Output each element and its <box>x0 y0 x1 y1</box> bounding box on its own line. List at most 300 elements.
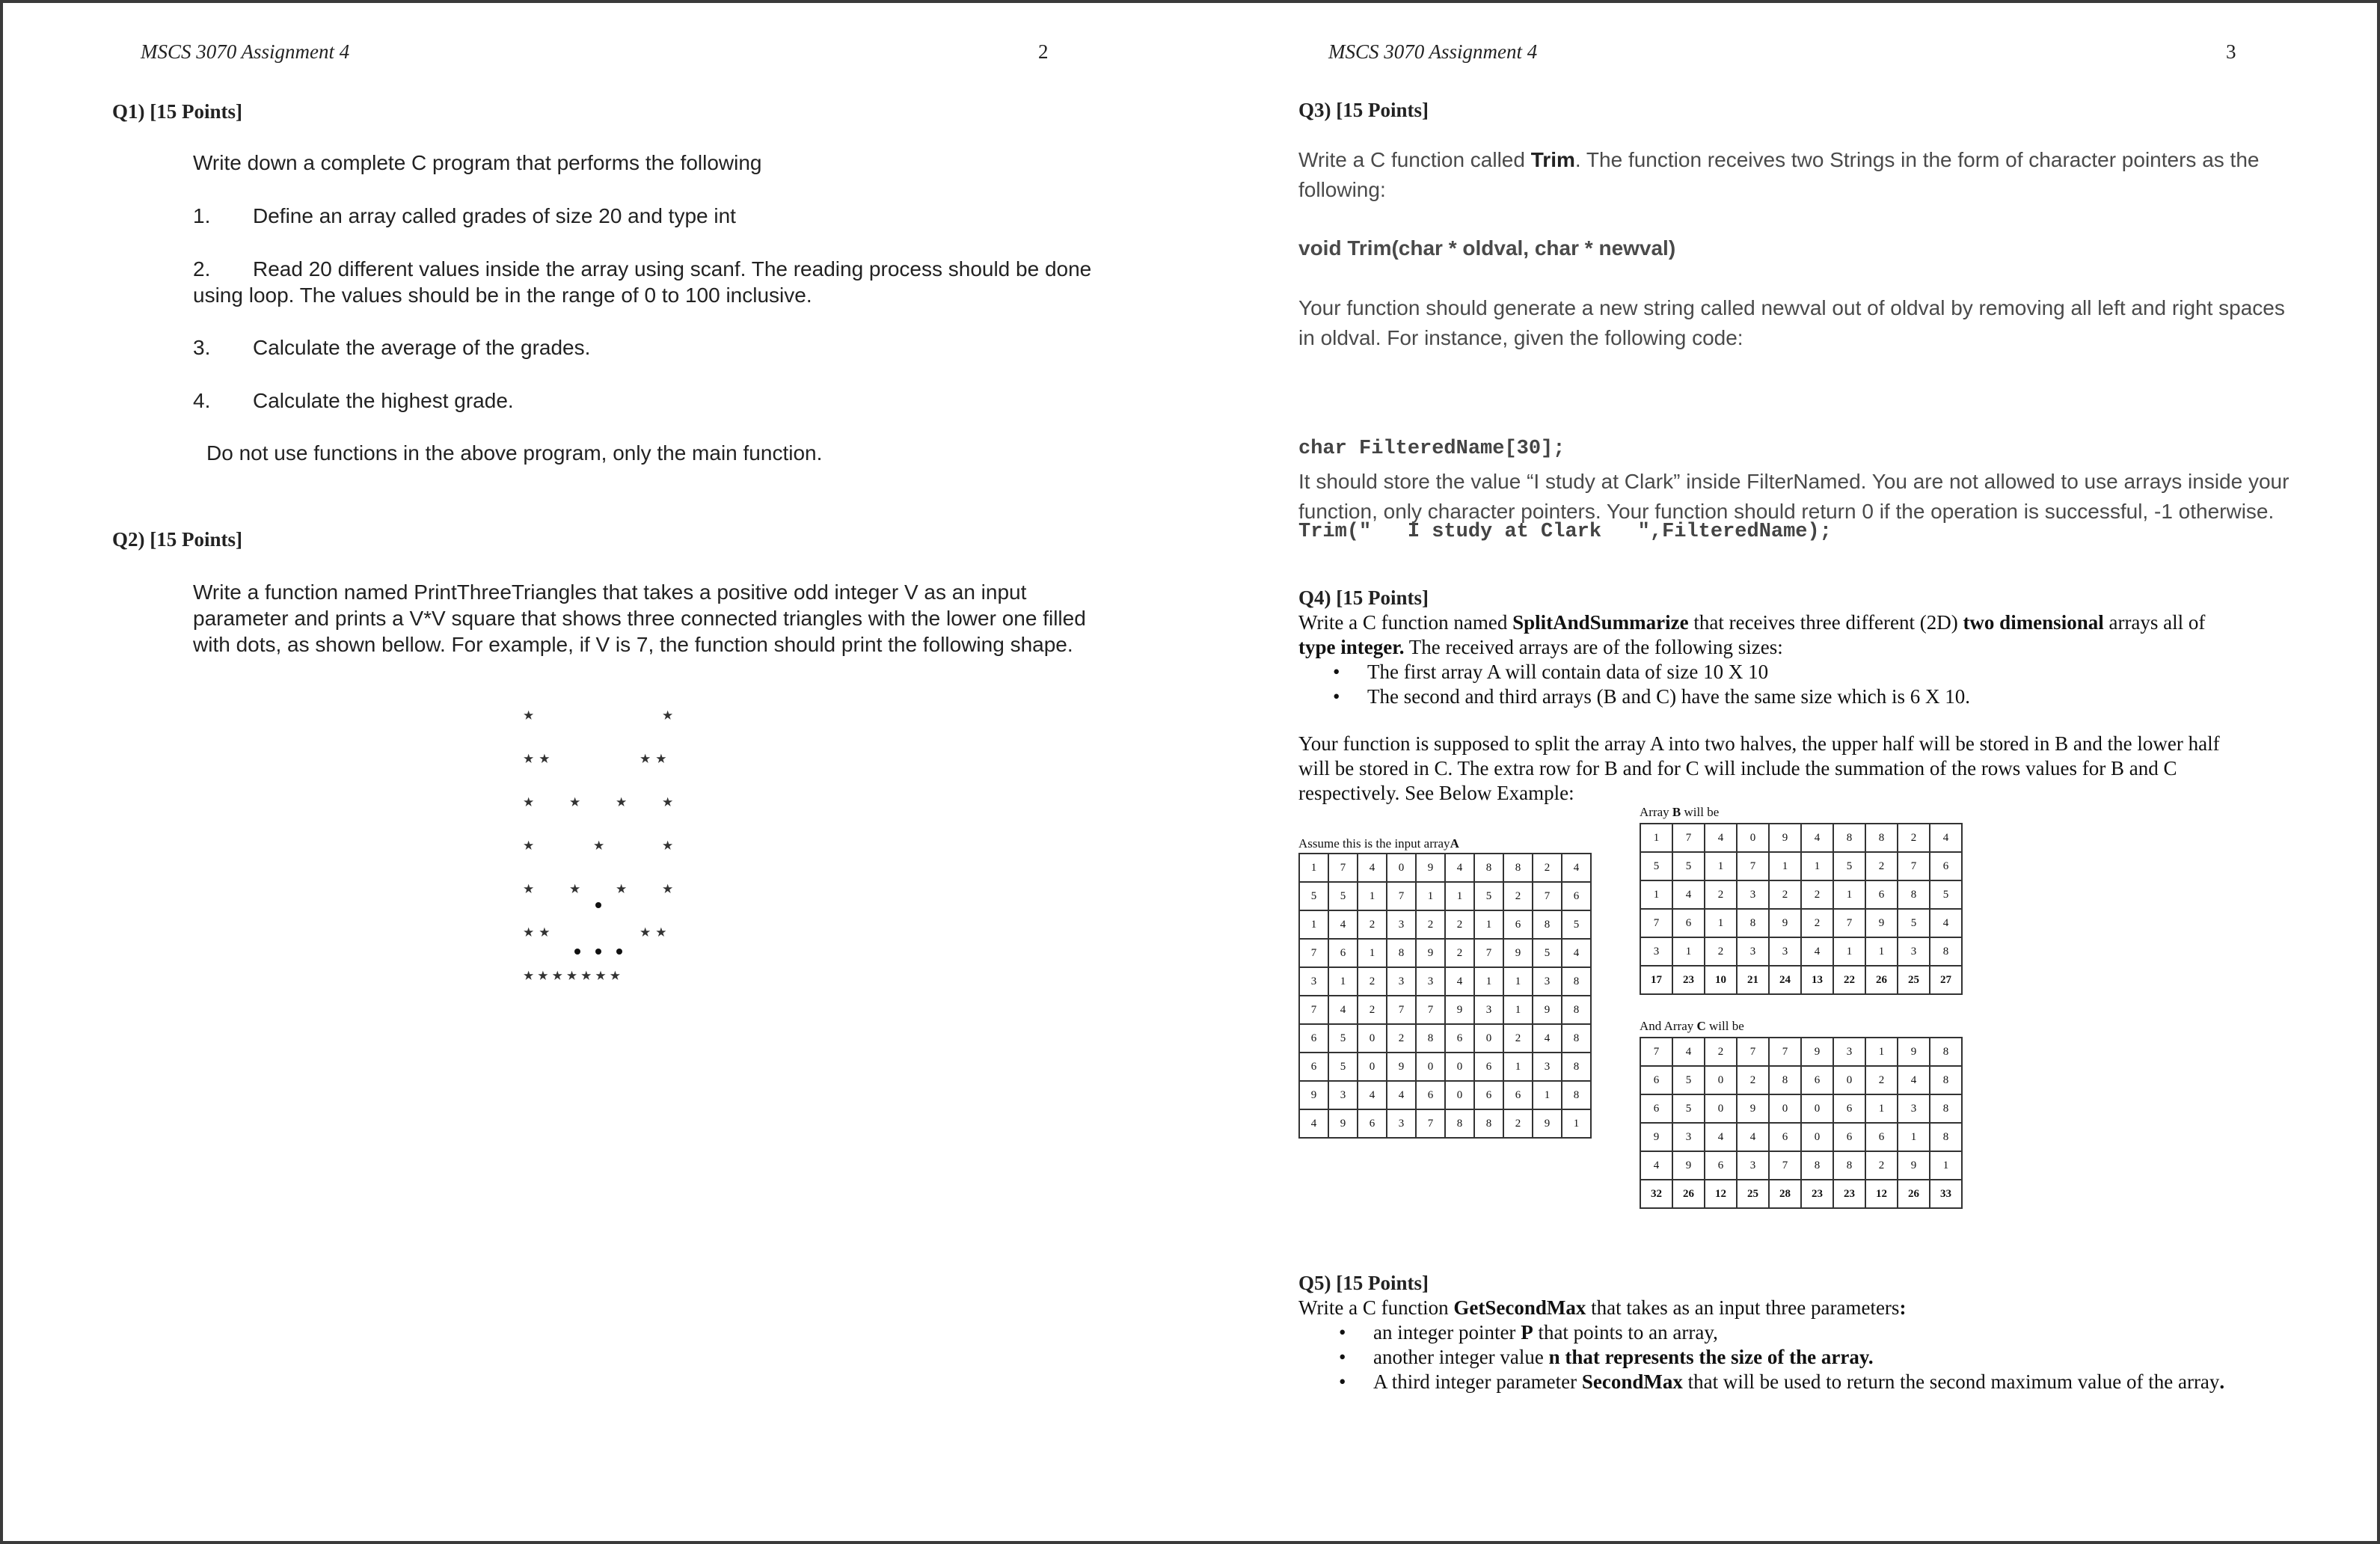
array-b-cell: 8 <box>1833 824 1865 852</box>
array-c-cell: 6 <box>1833 1123 1865 1151</box>
page-header: MSCS 3070 Assignment 4 <box>1328 40 1538 63</box>
array-a-cell: 4 <box>1387 1081 1416 1109</box>
array-c-caption-bold: C <box>1696 1019 1706 1033</box>
q5-heading: Q5) [15 Points] <box>1298 1272 1429 1294</box>
array-c-sum-cell: 23 <box>1801 1180 1833 1208</box>
array-b-cell: 1 <box>1672 937 1705 966</box>
q5-l1-colon: : <box>1899 1296 1907 1319</box>
array-a-cell: 5 <box>1533 939 1562 967</box>
array-c-cell: 7 <box>1737 1038 1769 1066</box>
q3-heading: Q3) [15 Points] <box>1298 99 1429 121</box>
q3-p2-line2: in oldval. For instance, given the following code: <box>1298 326 1743 349</box>
array-a-cell: 5 <box>1328 882 1358 910</box>
array-a-cell: 9 <box>1503 939 1533 967</box>
array-a-cell: 2 <box>1416 910 1445 939</box>
array-c-cell: 5 <box>1672 1094 1705 1123</box>
array-a-cell: 2 <box>1503 882 1533 910</box>
array-c-cell: 3 <box>1672 1123 1705 1151</box>
star-glyph: ⋆ <box>521 830 537 860</box>
array-a-cell: 8 <box>1416 1024 1445 1053</box>
q5-b2-a: another integer value <box>1373 1346 1549 1368</box>
dot-glyph <box>616 949 622 955</box>
array-c-cell: 9 <box>1898 1151 1930 1180</box>
array-b-cell: 1 <box>1833 937 1865 966</box>
array-a-cell: 1 <box>1299 910 1328 939</box>
array-b-sum-cell: 24 <box>1769 966 1801 994</box>
array-b-cell: 1 <box>1769 852 1801 880</box>
array-b-cell: 8 <box>1898 880 1930 909</box>
array-a-row <box>1299 854 1591 882</box>
array-c-cell: 0 <box>1769 1094 1801 1123</box>
array-a-cell: 2 <box>1503 1109 1533 1138</box>
q3-p1-line2: following: <box>1298 178 1386 201</box>
array-a-cell: 1 <box>1503 1053 1533 1081</box>
q1-item-3 <box>193 334 590 361</box>
array-a-cell: 9 <box>1387 1053 1416 1081</box>
q2-heading: Q2) [15 Points] <box>112 528 242 551</box>
dot-glyph <box>574 949 580 955</box>
q5-body <box>1298 1296 2361 1394</box>
array-b-sum-cell: 21 <box>1737 966 1769 994</box>
array-b-cell: 2 <box>1705 880 1737 909</box>
star-glyph: ⋆ <box>613 874 630 904</box>
array-b-cell: 3 <box>1640 937 1672 966</box>
array-a-cell: 6 <box>1328 939 1358 967</box>
array-a-cell: 7 <box>1387 996 1416 1024</box>
q3-paragraph-2 <box>1298 293 2361 353</box>
array-c-cell: 2 <box>1737 1066 1769 1094</box>
array-c-cell: 1 <box>1865 1038 1898 1066</box>
array-a-cell: 6 <box>1445 1024 1474 1053</box>
array-b-cell: 8 <box>1737 909 1769 937</box>
array-a-cell: 7 <box>1416 1109 1445 1138</box>
q3-p3-line2: function, only character pointers. Your function should return 0 if the operation is successful, -1 otherwise. <box>1298 500 2275 523</box>
q4-bullet-list <box>1298 660 2361 709</box>
page-header: MSCS 3070 Assignment 4 <box>141 40 350 63</box>
array-a-cell: 1 <box>1474 967 1503 996</box>
q5-b3-c: that will be used to return the second maximum value of the array <box>1682 1370 2220 1393</box>
array-a-cell: 1 <box>1533 1081 1562 1109</box>
page-2 <box>0 0 1189 1544</box>
array-a-cell: 8 <box>1474 854 1503 882</box>
q1-item-1-num: 1. <box>193 204 211 227</box>
array-b-cell: 7 <box>1737 852 1769 880</box>
array-a-row <box>1299 910 1591 939</box>
q3-p1-text-post: . The function receives two Strings in the form of character pointers as the <box>1574 148 2260 171</box>
star-glyph: ⋆ <box>660 700 676 730</box>
array-a-cell: 4 <box>1328 996 1358 1024</box>
q1-intro: Write down a complete C program that performs the following <box>193 151 762 174</box>
q4-l1-d: two dimensional <box>1963 611 2104 634</box>
array-b-cell: 3 <box>1737 880 1769 909</box>
array-b-row <box>1640 824 1962 852</box>
array-a-cell: 6 <box>1474 1081 1503 1109</box>
array-a-cell: 1 <box>1328 967 1358 996</box>
array-c-sum-cell: 33 <box>1930 1180 1962 1208</box>
array-a-cell: 8 <box>1445 1109 1474 1138</box>
q4-p-line1: Your function is supposed to split the array A into two halves, the upper half will be stored in B and the lower half <box>1298 732 2220 755</box>
array-a-cell: 2 <box>1445 910 1474 939</box>
array-b-cell: 5 <box>1640 852 1672 880</box>
array-a-cell: 0 <box>1358 1024 1387 1053</box>
array-a-caption <box>1298 836 1459 851</box>
array-c-caption-post: will be <box>1705 1019 1744 1033</box>
star-glyph: ⋆ <box>567 874 583 904</box>
array-a-cell: 5 <box>1474 882 1503 910</box>
q2-line-2: parameter and prints a V*V square that shows three connected triangles with the lower one filled <box>193 607 1086 630</box>
array-a-row <box>1299 939 1591 967</box>
q5-b1-b: P <box>1521 1321 1533 1344</box>
array-a-table-wrap <box>1298 853 1592 1139</box>
q5-b3-a: A third integer parameter <box>1373 1370 1582 1393</box>
array-b-cell: 2 <box>1898 824 1930 852</box>
array-c-cell: 7 <box>1640 1038 1672 1066</box>
array-b-sum-cell: 22 <box>1833 966 1865 994</box>
array-b-cell: 2 <box>1705 937 1737 966</box>
array-a-table <box>1298 853 1592 1139</box>
array-b-cell: 8 <box>1865 824 1898 852</box>
array-c-sum-cell: 23 <box>1833 1180 1865 1208</box>
q1-item-4-num: 4. <box>193 389 211 412</box>
array-a-cell: 7 <box>1299 939 1328 967</box>
array-a-cell: 4 <box>1562 854 1591 882</box>
q1-note: Do not use functions in the above program, only the main function. <box>206 441 823 465</box>
array-c-sum-cell: 28 <box>1769 1180 1801 1208</box>
array-c-cell: 8 <box>1930 1066 1962 1094</box>
q5-l1-c: that takes as an input three parameters <box>1586 1296 1900 1319</box>
array-a-cell: 0 <box>1416 1053 1445 1081</box>
array-a-row <box>1299 996 1591 1024</box>
array-a-cell: 9 <box>1416 854 1445 882</box>
array-a-cell: 4 <box>1445 967 1474 996</box>
array-a-cell: 1 <box>1562 1109 1591 1138</box>
star-glyph: ⋆ <box>660 787 676 817</box>
array-b-cell: 2 <box>1865 852 1898 880</box>
array-b-caption <box>1640 805 1719 820</box>
array-c-cell: 2 <box>1865 1066 1898 1094</box>
q4-p-line3: respectively. See Below Example: <box>1298 782 1574 804</box>
q1-item-1-text: Define an array called grades of size 20 and type int <box>253 204 736 227</box>
page-number: 3 <box>2226 40 2236 63</box>
array-c-cell: 9 <box>1737 1094 1769 1123</box>
q3-code-line1: char FilteredName[30]; <box>1298 438 1565 460</box>
array-a-cell: 8 <box>1533 910 1562 939</box>
array-c-row <box>1640 1094 1962 1123</box>
array-c-cell: 8 <box>1769 1066 1801 1094</box>
q1-item-1 <box>193 203 736 229</box>
array-a-cell: 7 <box>1387 882 1416 910</box>
array-b-cell: 5 <box>1833 852 1865 880</box>
array-a-cell: 8 <box>1474 1109 1503 1138</box>
array-b-cell: 7 <box>1672 824 1705 852</box>
array-a-cell: 3 <box>1387 910 1416 939</box>
q5-function-name: GetSecondMax <box>1453 1296 1586 1319</box>
array-c-cell: 3 <box>1737 1151 1769 1180</box>
array-a-cell: 3 <box>1299 967 1328 996</box>
array-a-cell: 4 <box>1533 1024 1562 1053</box>
array-a-cell: 3 <box>1328 1081 1358 1109</box>
array-c-caption <box>1640 1019 1744 1034</box>
array-c-cell: 4 <box>1640 1151 1672 1180</box>
array-a-cell: 1 <box>1503 996 1533 1024</box>
array-a-cell: 6 <box>1299 1024 1328 1053</box>
array-c-row <box>1640 1151 1962 1180</box>
array-c-cell: 6 <box>1640 1094 1672 1123</box>
array-a-cell: 7 <box>1416 996 1445 1024</box>
array-b-table-wrap <box>1640 823 1963 995</box>
array-b-cell: 1 <box>1640 824 1672 852</box>
array-a-cell: 4 <box>1328 910 1358 939</box>
array-c-cell: 8 <box>1930 1123 1962 1151</box>
array-b-cell: 1 <box>1705 852 1737 880</box>
array-b-cell: 4 <box>1930 909 1962 937</box>
array-a-cell: 6 <box>1474 1053 1503 1081</box>
array-c-cell: 6 <box>1640 1066 1672 1094</box>
array-a-cell: 2 <box>1358 996 1387 1024</box>
q3-paragraph-3 <box>1298 467 2361 527</box>
array-a-cell: 3 <box>1533 1053 1562 1081</box>
array-b-cell: 3 <box>1737 937 1769 966</box>
array-c-cell: 8 <box>1930 1094 1962 1123</box>
array-c-cell: 9 <box>1640 1123 1672 1151</box>
array-c-sum-cell: 26 <box>1898 1180 1930 1208</box>
array-a-cell: 9 <box>1328 1109 1358 1138</box>
array-a-row <box>1299 1081 1591 1109</box>
q4-p-line2: will be stored in C. The extra row for B and for C will include the summation of the rows values for B and C <box>1298 757 2177 779</box>
array-b-cell: 1 <box>1833 880 1865 909</box>
array-b-cell: 9 <box>1769 909 1801 937</box>
array-a-cell: 1 <box>1299 854 1328 882</box>
star-glyph: ⋆ <box>591 830 607 860</box>
array-b-cell: 3 <box>1769 937 1801 966</box>
q1-heading: Q1) [15 Points] <box>112 100 242 123</box>
array-c-cell: 0 <box>1801 1123 1833 1151</box>
array-a-cell: 5 <box>1328 1024 1358 1053</box>
q5-b1-a: an integer pointer <box>1373 1321 1521 1344</box>
array-a-row <box>1299 882 1591 910</box>
array-a-cell: 8 <box>1562 1024 1591 1053</box>
array-a-cell: 0 <box>1387 854 1416 882</box>
array-a-cell: 2 <box>1503 1024 1533 1053</box>
array-b-cell: 6 <box>1865 880 1898 909</box>
array-c-cell: 7 <box>1769 1151 1801 1180</box>
star-glyph: ⋆⋆ <box>637 917 669 947</box>
array-b-cell: 2 <box>1769 880 1801 909</box>
array-c-cell: 9 <box>1898 1038 1930 1066</box>
q4-function-name: SplitAndSummarize <box>1512 611 1689 634</box>
q1-item-4 <box>193 387 514 414</box>
q5-bullet-2 <box>1304 1345 2361 1370</box>
array-c-cell: 0 <box>1705 1066 1737 1094</box>
page-3 <box>1191 0 2380 1544</box>
q5-bullet-3 <box>1304 1370 2361 1394</box>
array-a-cell: 0 <box>1445 1081 1474 1109</box>
array-c-cell: 6 <box>1769 1123 1801 1151</box>
array-c-sum-cell: 12 <box>1865 1180 1898 1208</box>
array-c-cell: 0 <box>1801 1094 1833 1123</box>
array-c-sum-cell: 25 <box>1737 1180 1769 1208</box>
array-b-cell: 4 <box>1801 824 1833 852</box>
array-b-sum-row <box>1640 966 1962 994</box>
array-a-cell: 7 <box>1299 996 1328 1024</box>
q4-body <box>1298 610 2361 709</box>
array-a-cell: 9 <box>1445 996 1474 1024</box>
array-a-cell: 6 <box>1358 1109 1387 1138</box>
array-c-cell: 6 <box>1833 1094 1865 1123</box>
array-b-cell: 5 <box>1898 909 1930 937</box>
star-glyph: ⋆⋆ <box>521 744 553 773</box>
q3-p1-text: Write a C function called <box>1298 148 1531 171</box>
array-b-row <box>1640 852 1962 880</box>
star-glyph: ⋆ <box>521 787 537 817</box>
array-b-sum-cell: 25 <box>1898 966 1930 994</box>
array-a-cell: 5 <box>1299 882 1328 910</box>
array-a-cell: 9 <box>1416 939 1445 967</box>
array-a-cell: 1 <box>1358 882 1387 910</box>
array-c-cell: 8 <box>1801 1151 1833 1180</box>
array-c-cell: 6 <box>1865 1123 1898 1151</box>
array-a-row <box>1299 1053 1591 1081</box>
array-a-cell: 6 <box>1503 1081 1533 1109</box>
array-a-cell: 8 <box>1562 1081 1591 1109</box>
array-c-cell: 2 <box>1705 1038 1737 1066</box>
q4-bullet-1: • The first array A will contain data of size 10 X 10 <box>1298 660 2361 684</box>
array-a-cell: 5 <box>1562 910 1591 939</box>
q3-paragraph-1 <box>1298 145 2346 205</box>
array-a-cell: 1 <box>1474 910 1503 939</box>
q5-b3-b: SecondMax <box>1581 1370 1683 1393</box>
array-c-cell: 7 <box>1769 1038 1801 1066</box>
array-a-cell: 4 <box>1299 1109 1328 1138</box>
star-glyph: ⋆⋆ <box>637 744 669 773</box>
q4-l2-b: The received arrays are of the following sizes: <box>1404 636 1783 658</box>
q1-item-3-text: Calculate the average of the grades. <box>253 336 591 359</box>
array-a-cell: 3 <box>1387 1109 1416 1138</box>
array-b-caption-bold: B <box>1672 805 1681 819</box>
array-a-cell: 6 <box>1503 910 1533 939</box>
array-a-cell: 7 <box>1474 939 1503 967</box>
array-a-cell: 1 <box>1416 882 1445 910</box>
array-c-cell: 1 <box>1930 1151 1962 1180</box>
q4-bullet-2: • The second and third arrays (B and C) have the same size which is 6 X 10. <box>1298 684 2361 709</box>
array-a-cell: 3 <box>1474 996 1503 1024</box>
q5-b3-d: . <box>2219 1370 2225 1393</box>
star-glyph: ⋆ <box>521 874 537 904</box>
array-c-cell: 0 <box>1833 1066 1865 1094</box>
array-c-cell: 8 <box>1833 1151 1865 1180</box>
array-b-cell: 9 <box>1769 824 1801 852</box>
array-a-cell: 2 <box>1358 910 1387 939</box>
q4-l2-a: type integer. <box>1298 636 1405 658</box>
star-glyph: ⋆ <box>521 700 537 730</box>
array-b-cell: 4 <box>1930 824 1962 852</box>
q1-item-2-text-line1: Read 20 different values inside the array using scanf. The reading process should be done <box>253 257 1092 281</box>
q1-item-2-num: 2. <box>193 257 211 281</box>
star-glyph: ⋆ <box>660 874 676 904</box>
array-c-cell: 4 <box>1898 1066 1930 1094</box>
array-c-cell: 6 <box>1801 1066 1833 1094</box>
star-glyph: ⋆⋆ <box>521 917 553 947</box>
array-c-cell: 4 <box>1705 1123 1737 1151</box>
array-a-cell: 4 <box>1445 854 1474 882</box>
q3-p2-line1: Your function should generate a new string called newval out of oldval by removing all left and right spaces <box>1298 296 2285 319</box>
q4-l1-a: Write a C function named <box>1298 611 1513 634</box>
array-a-cell: 2 <box>1533 854 1562 882</box>
array-a-cell: 0 <box>1474 1024 1503 1053</box>
array-c-sum-row <box>1640 1180 1962 1208</box>
array-c-row <box>1640 1066 1962 1094</box>
array-b-row <box>1640 937 1962 966</box>
array-b-cell: 1 <box>1865 937 1898 966</box>
q1-item-2-text-line2: using loop. The values should be in the range of 0 to 100 inclusive. <box>193 284 812 307</box>
array-a-cell: 8 <box>1503 854 1533 882</box>
array-a-cell: 4 <box>1562 939 1591 967</box>
q3-signature: void Trim(char * oldval, char * newval) <box>1298 236 1676 260</box>
array-c-cell: 1 <box>1865 1094 1898 1123</box>
array-b-cell: 9 <box>1865 909 1898 937</box>
array-c-cell: 3 <box>1898 1094 1930 1123</box>
star-glyph: ⋆⋆⋆⋆⋆⋆⋆ <box>521 961 622 990</box>
array-b-table <box>1640 823 1963 995</box>
array-a-cell: 2 <box>1445 939 1474 967</box>
array-a-cell: 8 <box>1562 1053 1591 1081</box>
dot-glyph <box>595 949 601 955</box>
array-a-row <box>1299 967 1591 996</box>
array-c-cell: 9 <box>1801 1038 1833 1066</box>
q5-b2-b: n that represents the size of the array. <box>1548 1346 1874 1368</box>
array-b-sum-cell: 27 <box>1930 966 1962 994</box>
array-a-row <box>1299 1109 1591 1138</box>
array-b-cell: 5 <box>1672 852 1705 880</box>
array-b-caption-post: will be <box>1681 805 1720 819</box>
star-glyph: ⋆ <box>613 787 630 817</box>
array-c-sum-cell: 12 <box>1705 1180 1737 1208</box>
q5-l1-a: Write a C function <box>1298 1296 1454 1319</box>
array-a-cell: 3 <box>1416 967 1445 996</box>
array-a-caption-text: Assume this is the input array <box>1298 836 1450 851</box>
array-c-cell: 4 <box>1737 1123 1769 1151</box>
array-a-cell: 3 <box>1533 967 1562 996</box>
array-a-cell: 3 <box>1387 967 1416 996</box>
array-a-cell: 7 <box>1328 854 1358 882</box>
array-c-cell: 2 <box>1865 1151 1898 1180</box>
array-a-cell: 6 <box>1299 1053 1328 1081</box>
q5-bullet-list <box>1304 1320 2361 1394</box>
array-b-row <box>1640 909 1962 937</box>
array-b-sum-cell: 10 <box>1705 966 1737 994</box>
array-a-cell: 8 <box>1562 967 1591 996</box>
array-b-cell: 7 <box>1833 909 1865 937</box>
q4-l1-e: arrays all of <box>2103 611 2206 634</box>
array-b-cell: 4 <box>1801 937 1833 966</box>
array-b-sum-cell: 26 <box>1865 966 1898 994</box>
array-a-cell: 0 <box>1445 1053 1474 1081</box>
array-a-cell: 1 <box>1358 939 1387 967</box>
array-b-cell: 7 <box>1640 909 1672 937</box>
array-a-cell: 5 <box>1328 1053 1358 1081</box>
array-b-cell: 5 <box>1930 880 1962 909</box>
q3-p1-bold: Trim <box>1530 148 1575 171</box>
star-glyph: ⋆ <box>567 787 583 817</box>
array-a-cell: 8 <box>1562 996 1591 1024</box>
array-c-cell: 9 <box>1672 1151 1705 1180</box>
array-b-cell: 8 <box>1930 937 1962 966</box>
array-c-cell: 4 <box>1672 1038 1705 1066</box>
array-c-table-wrap <box>1640 1037 1963 1209</box>
array-b-cell: 6 <box>1930 852 1962 880</box>
q3-code-line2: Trim(" I study at Clark ",FilteredName); <box>1298 521 1832 543</box>
q1-item-3-num: 3. <box>193 336 211 359</box>
